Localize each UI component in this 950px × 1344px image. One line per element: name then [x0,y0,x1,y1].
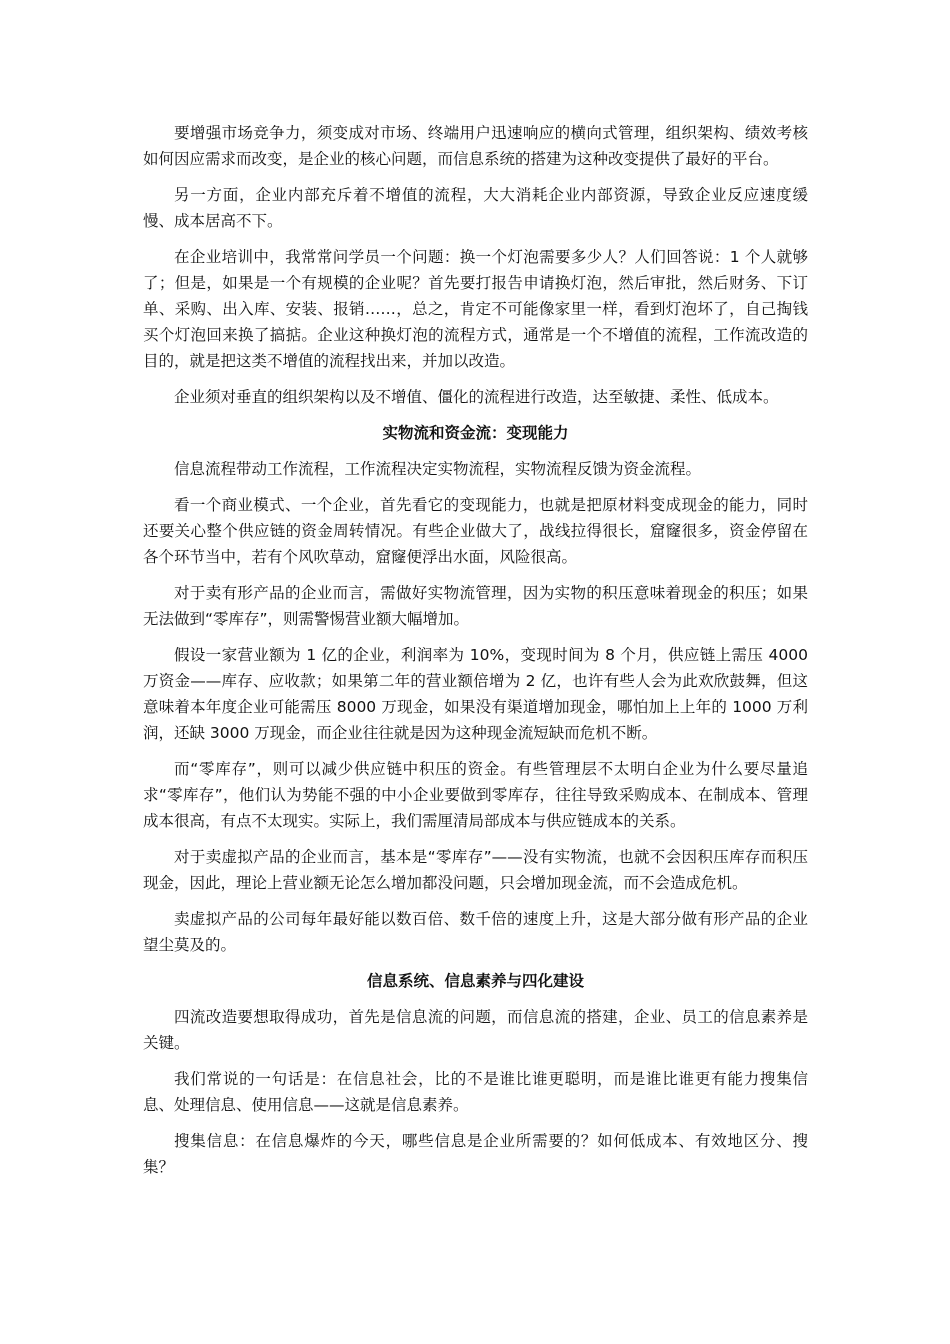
paragraph: 企业须对垂直的组织架构以及不增值、僵化的流程进行改造，达至敏捷、柔性、低成本。 [174,388,779,406]
paragraph: 搜集信息：在信息爆炸的今天，哪些信息是企业所需要的？如何低成本、有效地区分、搜集？ [143,1132,808,1176]
document-body [143,120,808,1190]
paragraph: 另一方面，企业内部充斥着不增值的流程，大大消耗企业内部资源，导致企业反应速度缓慢、成本居高不下。 [143,186,808,230]
paragraph: 看一个商业模式、一个企业，首先看它的变现能力，也就是把原材料变成现金的能力，同时还要关心整个供应链的资金周转情况。有些企业做大了，战线拉得很长，窟窿很多，资金停留在各个环节当中，若有个风吹草动，窟窿便浮出水面，风险很高。 [143,496,808,566]
paragraph: 而“零库存”，则可以减少供应链中积压的资金。有些管理层不太明白企业为什么要尽量追求“零库存”，他们认为势能不强的中小企业要做到零库存，往往导致采购成本、在制成本、管理成本很高，有点不太现实。实际上，我们需厘清局部成本与供应链成本的关系。 [143,760,808,830]
section-heading: 信息系统、信息素养与四化建设 [366,972,584,990]
paragraph: 对于卖虚拟产品的企业而言，基本是“零库存”——没有实物流，也就不会因积压库存而积压现金，因此，理论上营业额无论怎么增加都没问题，只会增加现金流，而不会造成危机。 [143,848,808,892]
paragraph: 对于卖有形产品的企业而言，需做好实物流管理，因为实物的积压意味着现金的积压；如果无法做到“零库存”，则需警惕营业额大幅增加。 [143,584,808,628]
paragraph: 卖虚拟产品的公司每年最好能以数百倍、数千倍的速度上升，这是大部分做有形产品的企业望尘莫及的。 [143,910,808,954]
section-heading: 实物流和资金流：变现能力 [382,424,569,442]
paragraph: 信息流程带动工作流程，工作流程决定实物流程，实物流程反馈为资金流程。 [174,460,702,478]
paragraph: 在企业培训中，我常常问学员一个问题：换一个灯泡需要多少人？人们回答说：1 个人就够了；但是，如果是一个有规模的企业呢？首先要打报告申请换灯泡，然后审批，然后财务、下订单、采购、出入库、安装、报销……，总之，肯定不可能像家里一样，看到灯泡坏了，自己掏钱买个灯泡回来换了搞掂。企业这种换灯泡的流程方式，通常是一个不增值的流程，工作流改造的目的，就是把这类不增值的流程找出来，并加以改造。 [143,248,808,370]
paragraph: 要增强市场竞争力，须变成对市场、终端用户迅速响应的横向式管理，组织架构、绩效考核如何因应需求而改变，是企业的核心问题，而信息系统的搭建为这种改变提供了最好的平台。 [143,124,808,168]
paragraph: 四流改造要想取得成功，首先是信息流的问题，而信息流的搭建，企业、员工的信息素养是关键。 [143,1008,808,1052]
paragraph: 我们常说的一句话是：在信息社会，比的不是谁比谁更聪明，而是谁比谁更有能力搜集信息、处理信息、使用信息——这就是信息素养。 [143,1070,808,1114]
paragraph: 假设一家营业额为 1 亿的企业，利润率为 10%，变现时间为 8 个月，供应链上需压 4000 万资金——库存、应收款；如果第二年的营业额倍增为 2 亿，也许有些人会为此欢欣鼓舞，但这意味着本年度企业可能需压 8000 万现金，如果没有渠道增加现金，哪怕加上上年的 1000 万利润，还缺 3000 万现金，而企业往往就是因为这种现金流短缺而危机不断。 [143,646,808,742]
